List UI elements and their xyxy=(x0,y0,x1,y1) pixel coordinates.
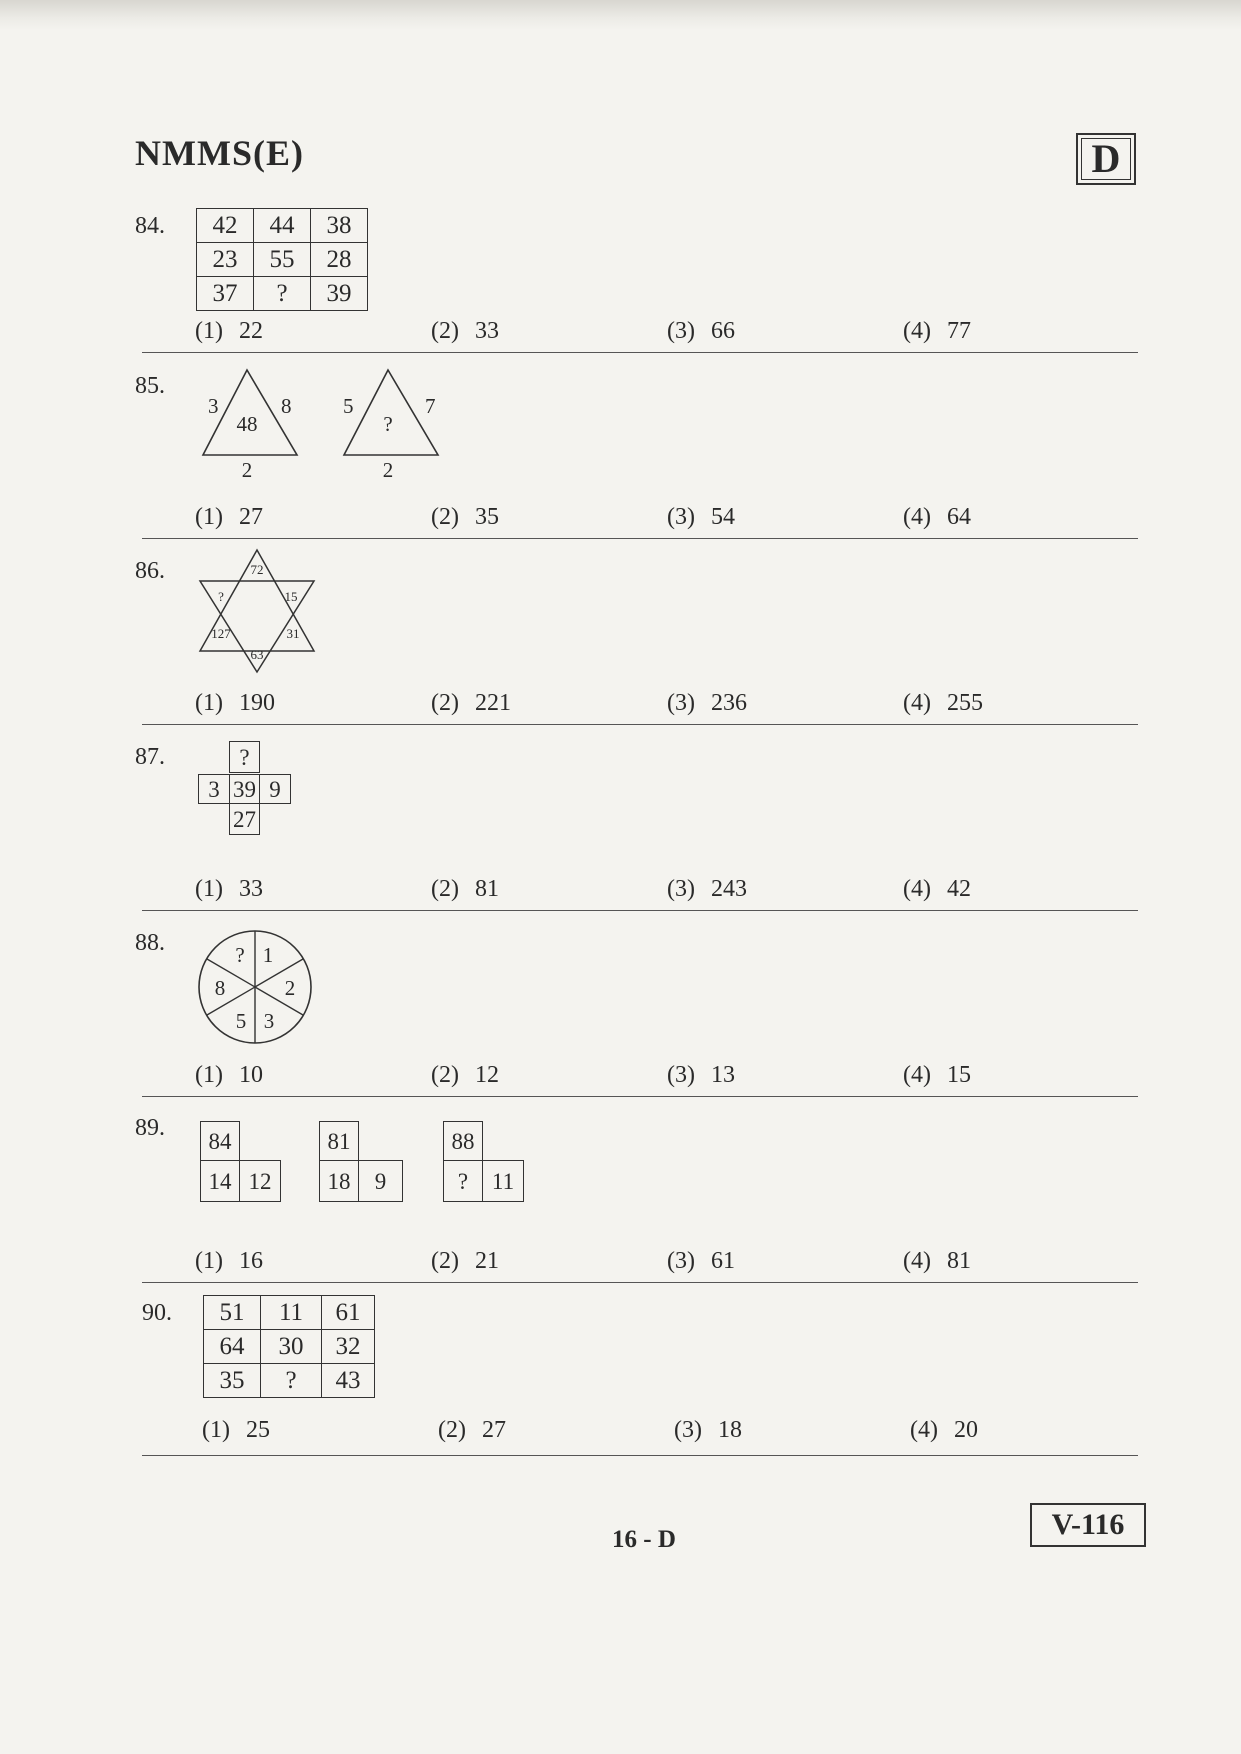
option-2[interactable]: (2) 221 xyxy=(431,690,511,716)
grid-cell: 43 xyxy=(322,1364,375,1398)
block-bottom-right: 12 xyxy=(239,1160,281,1202)
cross-right: 9 xyxy=(259,774,291,804)
cross-left: 3 xyxy=(198,774,230,804)
divider xyxy=(142,1455,1138,1456)
grid-cell: 55 xyxy=(254,243,311,277)
sector-value: 5 xyxy=(235,1009,247,1033)
option-4[interactable]: (4) 20 xyxy=(910,1417,978,1443)
answer-options xyxy=(195,690,1015,720)
grid-cell: 64 xyxy=(204,1330,261,1364)
grid-cell: 61 xyxy=(322,1296,375,1330)
cross-center: 39 xyxy=(229,774,260,804)
answer-options xyxy=(195,318,1015,348)
page-title: NMMS(E) xyxy=(135,133,304,173)
sector-value: 1 xyxy=(262,943,274,967)
grid-cell: 38 xyxy=(311,209,368,243)
scan-edge xyxy=(0,0,1241,30)
option-4[interactable]: (4) 77 xyxy=(903,318,971,344)
option-2[interactable]: (2) 81 xyxy=(431,876,499,902)
grid-cell: 28 xyxy=(311,243,368,277)
cross-bottom: 27 xyxy=(229,803,260,835)
option-4[interactable]: (4) 42 xyxy=(903,876,971,902)
triangle-1-bottom: 2 xyxy=(241,458,253,482)
block-top: 84 xyxy=(200,1121,240,1161)
divider xyxy=(142,910,1138,911)
option-1[interactable]: (1) 25 xyxy=(202,1417,270,1443)
option-1[interactable]: (1) 27 xyxy=(195,504,263,530)
answer-options xyxy=(195,1248,1015,1278)
block-top: 81 xyxy=(319,1121,359,1161)
sector-value: 3 xyxy=(263,1009,275,1033)
option-1[interactable]: (1) 190 xyxy=(195,690,275,716)
star-figure xyxy=(195,546,320,676)
question-number: 89. xyxy=(135,1115,165,1141)
block-bottom-right: 11 xyxy=(482,1160,524,1202)
option-4[interactable]: (4) 81 xyxy=(903,1248,971,1274)
divider xyxy=(142,538,1138,539)
question-number: 88. xyxy=(135,930,165,956)
block-bottom-left: 18 xyxy=(319,1160,359,1202)
grid-cell: ? xyxy=(261,1364,322,1398)
option-3[interactable]: (3) 236 xyxy=(667,690,747,716)
option-1[interactable]: (1) 33 xyxy=(195,876,263,902)
grid-cell: 23 xyxy=(197,243,254,277)
star-top: 72 xyxy=(250,562,264,577)
option-1[interactable]: (1) 22 xyxy=(195,318,263,344)
number-grid xyxy=(203,1295,375,1398)
answer-options xyxy=(195,1062,1015,1092)
block-bottom-left: 14 xyxy=(200,1160,240,1202)
triangle-1-center: 48 xyxy=(236,412,258,436)
divider xyxy=(142,352,1138,353)
question-number: 87. xyxy=(135,744,165,770)
triangle-2-center: ? xyxy=(383,412,393,436)
grid-cell: 30 xyxy=(261,1330,322,1364)
cross-top: ? xyxy=(229,741,260,773)
triangle-1-right: 8 xyxy=(281,394,292,418)
sector-value: ? xyxy=(235,943,245,967)
option-2[interactable]: (2) 12 xyxy=(431,1062,499,1088)
divider xyxy=(142,1282,1138,1283)
triangle-2-right: 7 xyxy=(425,394,436,418)
option-1[interactable]: (1) 10 xyxy=(195,1062,263,1088)
answer-options xyxy=(195,876,1015,906)
grid-cell: 42 xyxy=(197,209,254,243)
question-number: 86. xyxy=(135,558,165,584)
answer-options xyxy=(202,1417,1022,1447)
divider xyxy=(142,724,1138,725)
question-number: 90. xyxy=(142,1300,172,1326)
sector-value: 2 xyxy=(284,976,296,1000)
number-grid xyxy=(196,208,368,311)
booklet-code: V-116 xyxy=(1030,1503,1146,1547)
star-upper-left: ? xyxy=(218,589,224,604)
option-3[interactable]: (3) 61 xyxy=(667,1248,735,1274)
circle-figure xyxy=(196,928,316,1048)
triangle-2-bottom: 2 xyxy=(382,458,394,482)
block-top: 88 xyxy=(443,1121,483,1161)
option-3[interactable]: (3) 13 xyxy=(667,1062,735,1088)
option-4[interactable]: (4) 15 xyxy=(903,1062,971,1088)
question-number: 85. xyxy=(135,373,165,399)
block-bottom-left: ? xyxy=(443,1160,483,1202)
grid-cell: 37 xyxy=(197,277,254,311)
triangle-2-left: 5 xyxy=(343,394,354,418)
option-2[interactable]: (2) 33 xyxy=(431,318,499,344)
grid-cell: 44 xyxy=(254,209,311,243)
option-4[interactable]: (4) 255 xyxy=(903,690,983,716)
question-number: 84. xyxy=(135,213,165,239)
star-lower-right: 31 xyxy=(286,626,300,641)
grid-cell: 51 xyxy=(204,1296,261,1330)
block-bottom-right: 9 xyxy=(358,1160,403,1202)
star-upper-right: 15 xyxy=(284,589,298,604)
option-2[interactable]: (2) 27 xyxy=(438,1417,506,1443)
option-1[interactable]: (1) 16 xyxy=(195,1248,263,1274)
triangle-figures xyxy=(190,365,450,485)
sector-value: 8 xyxy=(214,976,226,1000)
triangle-1-left: 3 xyxy=(208,394,219,418)
grid-cell: 11 xyxy=(261,1296,322,1330)
answer-options xyxy=(195,504,1015,534)
grid-cell: ? xyxy=(254,277,311,311)
option-2[interactable]: (2) 21 xyxy=(431,1248,499,1274)
option-2[interactable]: (2) 35 xyxy=(431,504,499,530)
grid-cell: 39 xyxy=(311,277,368,311)
divider xyxy=(142,1096,1138,1097)
grid-cell: 35 xyxy=(204,1364,261,1398)
option-3[interactable]: (3) 18 xyxy=(674,1417,742,1443)
page-number: 16 - D xyxy=(612,1526,676,1553)
set-code-box: D xyxy=(1076,133,1136,185)
star-bottom: 63 xyxy=(250,647,264,662)
grid-cell: 32 xyxy=(322,1330,375,1364)
option-4[interactable]: (4) 64 xyxy=(903,504,971,530)
option-3[interactable]: (3) 243 xyxy=(667,876,747,902)
option-3[interactable]: (3) 66 xyxy=(667,318,735,344)
option-3[interactable]: (3) 54 xyxy=(667,504,735,530)
star-lower-left: 127 xyxy=(211,626,231,641)
